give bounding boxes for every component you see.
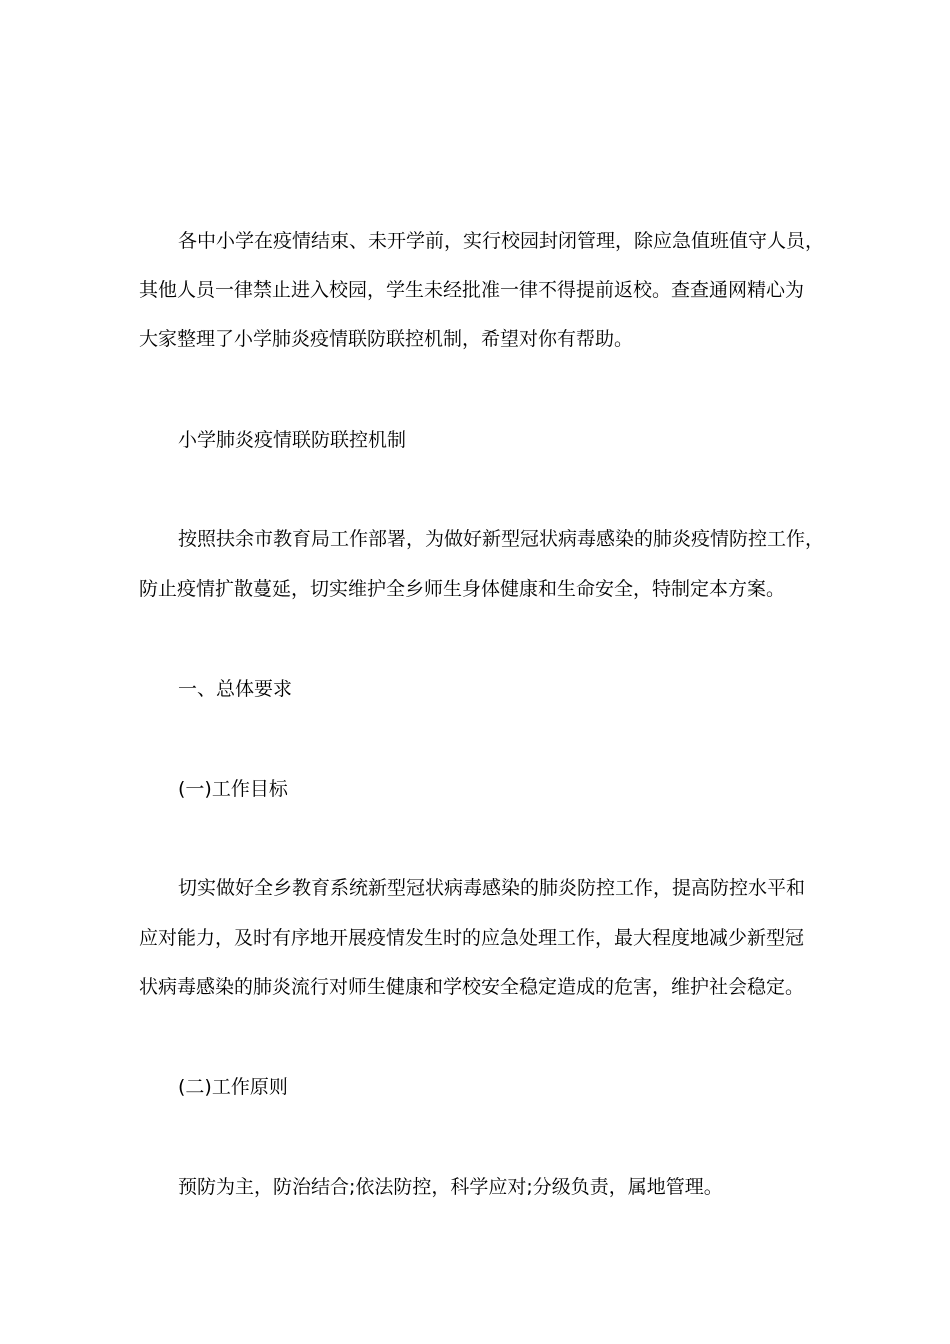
intro-line-2: 其他人员一律禁止进入校园，学生未经批准一律不得提前返校。查查通网精心为 xyxy=(139,279,805,301)
subheading-2: (二)工作原则 xyxy=(178,1076,288,1098)
intro-line-3: 大家整理了小学肺炎疫情联防联控机制，希望对你有帮助。 xyxy=(139,328,634,350)
para1-line-2: 防止疫情扩散蔓延，切实维护全乡师生身体健康和生命安全，特制定本方案。 xyxy=(139,578,786,600)
section-heading-1: 一、总体要求 xyxy=(178,678,293,700)
para2-line-1: 切实做好全乡教育系统新型冠状病毒感染的肺炎防控工作，提高防控水平和 xyxy=(178,877,806,899)
subheading-1: (一)工作目标 xyxy=(178,778,288,800)
para2-line-2: 应对能力，及时有序地开展疫情发生时的应急处理工作，最大程度地减少新型冠 xyxy=(139,927,805,949)
document-title: 小学肺炎疫情联防联控机制 xyxy=(178,429,407,451)
para2-line-3: 状病毒感染的肺炎流行对师生健康和学校安全稳定造成的危害，维护社会稳定。 xyxy=(139,976,805,998)
intro-line-1: 各中小学在疫情结束、未开学前，实行校园封闭管理，除应急值班值守人员， xyxy=(178,230,825,252)
para3-line-1: 预防为主，防治结合;依法防控，科学应对;分级负责，属地管理。 xyxy=(178,1176,723,1198)
para1-line-1: 按照扶余市教育局工作部署，为做好新型冠状病毒感染的肺炎疫情防控工作， xyxy=(178,528,825,550)
